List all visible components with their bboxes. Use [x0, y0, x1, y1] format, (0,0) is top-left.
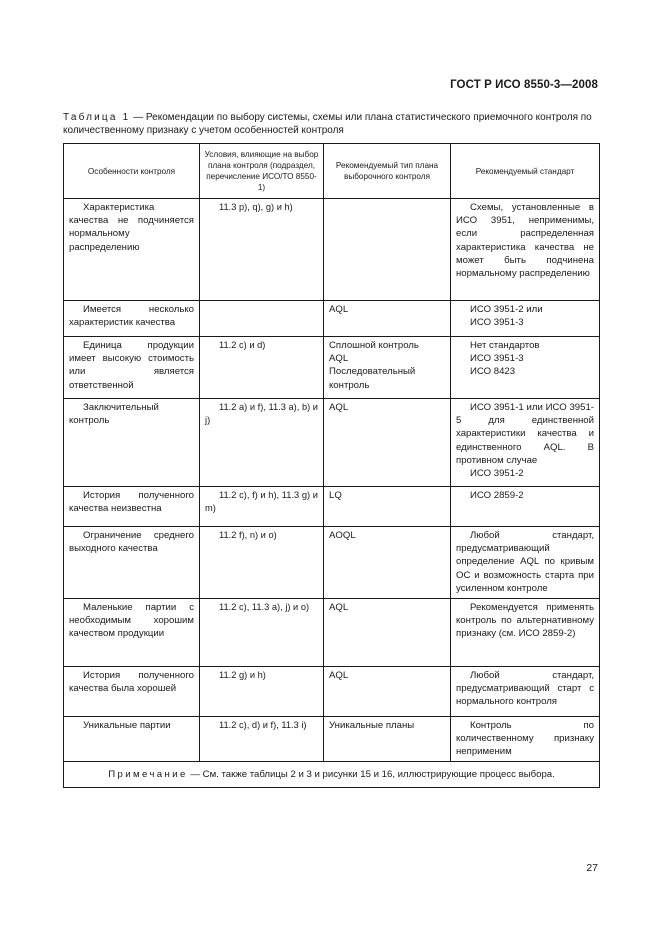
cell-standard — [451, 399, 600, 487]
plan-line: LQ — [329, 490, 342, 501]
table-caption-text: — Рекомендации по выбору системы, схемы или плана статистического приемочного контроля по количественному признаку с учетом особенностей контроля — [63, 112, 592, 136]
cell-standard — [451, 717, 600, 762]
cell-conditions: 11.2 с) и d) — [200, 337, 324, 399]
cell-conditions: 11.3 р), q), g) и h) — [200, 199, 324, 301]
cell-plan — [324, 301, 451, 337]
cell-feature: История полученного качества была хорошей — [64, 667, 200, 717]
cell-conditions: 11.2 с), f) и h), 11.3 g) и m) — [200, 487, 324, 527]
cell-standard — [451, 301, 600, 337]
table-row — [64, 487, 600, 527]
table-note — [64, 762, 600, 788]
plan-line: AQL — [329, 670, 349, 681]
standard-line: ИСО 2859-2 — [470, 490, 524, 501]
standard-line: Рекомендуется применять контроль по альтернативному признаку (см. ИСО 2859-2) — [456, 602, 594, 640]
cell-conditions: 11.2 с), 11.3 а), j) и о) — [200, 599, 324, 667]
cell-feature: Уникальные партии — [64, 717, 200, 762]
cell-standard — [451, 667, 600, 717]
column-header-plan: Рекомендуемый тип плана выборочного контроля — [324, 144, 451, 199]
standard-header: ГОСТ Р ИСО 8550-3—2008 — [450, 79, 598, 91]
cell-plan — [324, 527, 451, 599]
cell-feature: История полученного качества неизвестна — [64, 487, 200, 527]
cell-feature: Маленькие партии с необходимым хорошим качеством продукции — [64, 599, 200, 667]
cell-standard — [451, 199, 600, 301]
cell-conditions: 11.2 f), n) и о) — [200, 527, 324, 599]
plan-line: AQL — [329, 353, 349, 365]
cell-standard — [451, 599, 600, 667]
standard-line: Контроль по количественному признаку неприменим — [456, 720, 594, 758]
cell-standard — [451, 527, 600, 599]
standard-line: ИСО 3951-2 — [470, 468, 524, 480]
table-body — [64, 199, 600, 762]
cell-feature: Заключительный контроль — [64, 399, 200, 487]
cell-standard — [451, 337, 600, 399]
table-caption — [63, 111, 603, 137]
table-header-row — [64, 144, 600, 199]
plan-line: AQL — [329, 602, 349, 613]
table-row — [64, 717, 600, 762]
plan-line: Сплошной контроль — [329, 340, 419, 351]
table-row — [64, 599, 600, 667]
cell-plan — [324, 337, 451, 399]
cell-plan — [324, 599, 451, 667]
plan-line: AQL — [329, 304, 349, 315]
cell-conditions: 11.2 с), d) и f), 11.3 i) — [200, 717, 324, 762]
standard-line: ИСО 3951-3 — [470, 353, 524, 365]
cell-feature: Имеется несколько характеристик качества — [64, 301, 200, 337]
table-row — [64, 527, 600, 599]
standard-line: ИСО 3951-3 — [470, 317, 524, 329]
standard-line: ИСО 3951-2 или — [470, 304, 543, 315]
note-label: Примечание — [108, 769, 188, 780]
cell-plan — [324, 487, 451, 527]
plan-line: AQL — [329, 402, 349, 413]
standard-line: Любой стандарт, предусматривающий определение AQL по кривым ОС и возможность старта при усиленном контроле — [456, 530, 594, 594]
column-header-standard: Рекомендуемый стандарт — [451, 144, 600, 199]
standard-line: ИСО 8423 — [470, 366, 516, 378]
table-note-row — [64, 762, 600, 788]
standard-line: Схемы, установленные в ИСО 3951, неприменимы, если распределенная характеристика качества не может быть подчинена нормальному распределению — [456, 202, 594, 280]
plan-line: AOQL — [329, 530, 356, 541]
column-header-feature: Особенности контроля — [64, 144, 200, 199]
column-header-conditions: Условия, влияющие на выбор плана контроля (подраздел, перечисление ИСО/ТО 8550-1) — [200, 144, 324, 199]
table-row — [64, 301, 600, 337]
cell-plan — [324, 399, 451, 487]
plan-line: Уникальные планы — [329, 720, 415, 731]
table-row — [64, 337, 600, 399]
standard-line: ИСО 3951-1 или ИСО 3951-5 для единственной характеристики качества и единственного AQL. В противном случае — [456, 402, 594, 466]
cell-conditions — [200, 301, 324, 337]
cell-conditions: 11.2 а) и f), 11.3 а), b) и j) — [200, 399, 324, 487]
table-row — [64, 399, 600, 487]
table-row — [64, 199, 600, 301]
recommendations-table — [63, 143, 600, 788]
note-text: — См. также таблицы 2 и 3 и рисунки 15 и 16, иллюстрирующие процесс выбора. — [187, 769, 555, 780]
standard-line: Нет стандартов — [470, 340, 540, 351]
cell-feature: Характеристика качества не подчиняется нормальному распределению — [64, 199, 200, 301]
cell-feature: Ограничение среднего выходного качества — [64, 527, 200, 599]
page-number: 27 — [586, 862, 598, 874]
cell-plan — [324, 199, 451, 301]
cell-standard — [451, 487, 600, 527]
cell-feature: Единица продукции имеет высокую стоимость или является ответственной — [64, 337, 200, 399]
cell-plan — [324, 667, 451, 717]
table-row — [64, 667, 600, 717]
table-caption-label: Таблица 1 — [63, 112, 131, 123]
cell-plan — [324, 717, 451, 762]
standard-line: Любой стандарт, предусматривающий старт с нормального контроля — [456, 670, 594, 708]
cell-conditions: 11.2 g) и h) — [200, 667, 324, 717]
plan-line: Последовательный контроль — [329, 366, 416, 391]
